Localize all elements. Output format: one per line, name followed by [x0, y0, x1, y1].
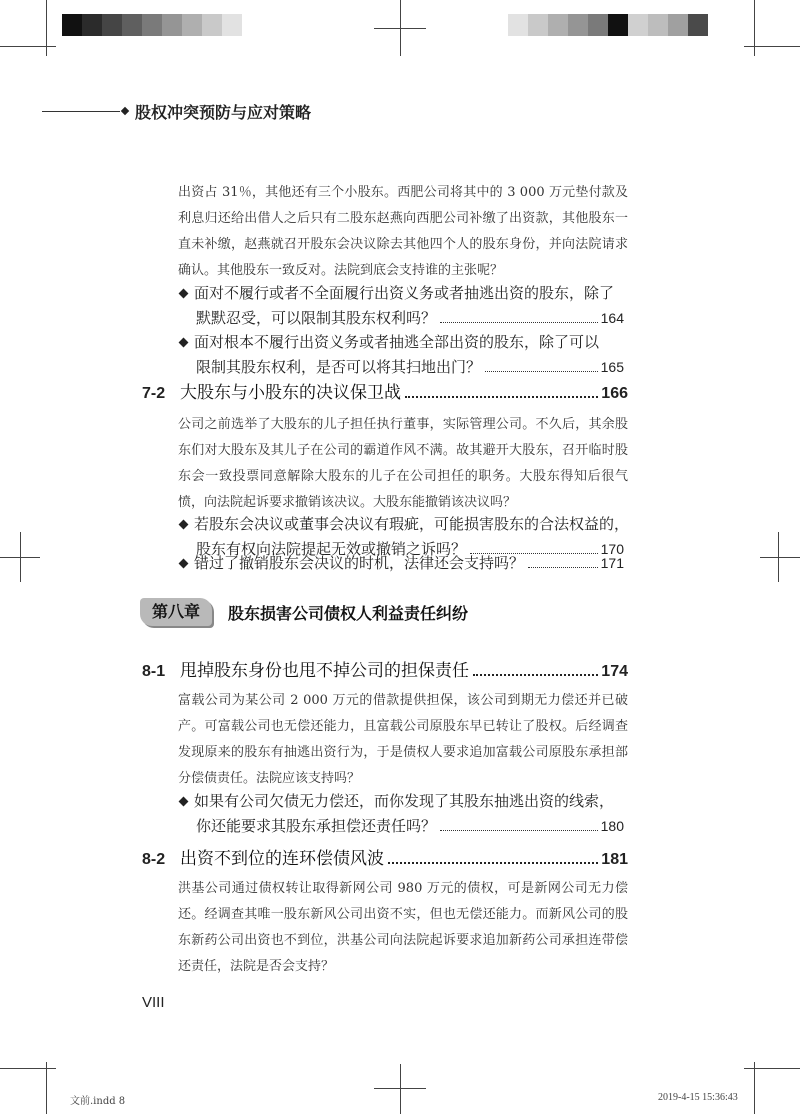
section-number: 8-1: [142, 663, 166, 680]
color-swatch: [182, 14, 202, 36]
color-bar-right: [508, 14, 708, 36]
toc-entry-7-1-b[interactable]: [180, 330, 624, 380]
slug-timestamp: 2019-4-15 15:36:43: [658, 1092, 738, 1103]
toc-page-number: 164: [600, 310, 624, 326]
chapter-badge: 第八章: [140, 598, 212, 626]
slug-filename: 文前.indd 8: [70, 1096, 126, 1107]
color-swatch: [162, 14, 182, 36]
toc-entry-text: 默默忍受，可以限制其股东权利吗？: [196, 309, 437, 327]
toc-entry-7-2-b[interactable]: [180, 551, 624, 576]
toc-page-number: 181: [601, 851, 628, 868]
case-8-2-text: 洪基公司通过债权转让取得新网公司 980 万元的债权，可是新网公司无力偿还。经调查其唯一股东新风公司出资不实，但也无偿还能力。而新风公司的股东新药公司出资也不到位，洪基公司向法院起诉要求追加新药公司承担连带偿还责任，法院是否会支持？: [178, 881, 628, 974]
case-8-1-text: 富载公司为某公司 2 000 万元的借款提供担保，该公司到期无力偿还并已破产。可富载公司也无偿还能力，且富载公司原股东早已转让了股权。后经调查发现原来的股东有抽逃出资行为，于是债权人要求追加富载公司原股东承担部分偿债责任。法院应该支持吗？: [178, 693, 628, 786]
color-swatch: [568, 14, 588, 36]
case-7-1-text: 出资占 31％，其他还有三个小股东。西肥公司将其中的 3 000 万元垫付款及利息归还给出借人之后只有二股东赵燕向西肥公司补缴了出资款，其他股东一直未补缴，赵燕就召开股东会决议除去其他四个人的股东身份，并向法院请求确认。其他股东一致反对。法院到底会支持谁的主张呢？: [178, 185, 628, 278]
toc-entry-7-1-a[interactable]: [180, 281, 624, 331]
toc-page-number: 165: [600, 359, 624, 375]
toc-section-8-2[interactable]: [142, 844, 628, 869]
color-swatch: [222, 14, 242, 36]
toc-section-7-2[interactable]: [142, 378, 628, 403]
color-swatch: [628, 14, 648, 36]
color-swatch: [688, 14, 708, 36]
color-swatch: [62, 14, 82, 36]
color-swatch: [588, 14, 608, 36]
section-number: 8-2: [142, 851, 166, 868]
toc-page-number: 171: [600, 555, 624, 571]
running-head-title: 股权冲突预防与应对策略: [135, 103, 312, 122]
toc-entry-text: 如果有公司欠债无力偿还，而你发现了其股东抽逃出资的线索，: [194, 792, 615, 810]
section-number: 7-2: [142, 385, 166, 402]
color-swatch: [548, 14, 568, 36]
page-folio: VIII: [142, 994, 165, 1011]
case-7-2-text: 公司之前选举了大股东的儿子担任执行董事，实际管理公司。不久后，其余股东们对大股东及其儿子在公司的霸道作风不满。故其避开大股东，召开临时股东会一致投票同意解除大股东的儿子在公司担任的职务。大股东得知后很气愤，向法院起诉要求撤销该决议。大股东能撤销该决议吗？: [178, 417, 628, 510]
toc-entry-text: 面对不履行或者不全面履行出资义务或者抽逃出资的股东，除了: [194, 284, 615, 302]
color-swatch: [122, 14, 142, 36]
color-swatch: [608, 14, 628, 36]
toc-page-number: 170: [600, 541, 624, 557]
color-swatch: [82, 14, 102, 36]
color-swatch: [142, 14, 162, 36]
toc-entry-text: 错过了撤销股东会决议的时机，法律还会支持吗？: [194, 554, 525, 572]
chapter-title: 股东损害公司债权人利益责任纠纷: [228, 603, 469, 623]
toc-entry-text: 股东有权向法院提起无效或撤销之诉吗？: [196, 540, 467, 558]
toc-entry-8-1-a[interactable]: [180, 789, 624, 839]
toc-section-8-1[interactable]: [142, 656, 628, 681]
color-swatch: [102, 14, 122, 36]
running-head-rule: [42, 111, 120, 112]
running-head: [42, 100, 602, 120]
toc-entry-text: 面对根本不履行出资义务或者抽逃全部出资的股东，除了可以: [194, 333, 600, 351]
section-title: 大股东与小股东的决议保卫战: [180, 383, 401, 403]
toc-page-number: 180: [600, 818, 624, 834]
toc-entry-text: 你还能要求其股东承担偿还责任吗？: [196, 817, 437, 835]
color-swatch: [508, 14, 528, 36]
section-title: 甩掉股东身份也甩不掉公司的担保责任: [180, 661, 469, 681]
color-swatch: [668, 14, 688, 36]
toc-entry-text: 若股东会决议或董事会决议有瑕疵，可能损害股东的合法权益的，: [194, 515, 630, 533]
color-bar-left: [62, 14, 242, 36]
color-swatch: [202, 14, 222, 36]
toc-chapter-8[interactable]: [140, 598, 468, 626]
toc-page-number: 174: [601, 663, 628, 680]
color-swatch: [528, 14, 548, 36]
section-title: 出资不到位的连环偿债风波: [180, 849, 384, 869]
toc-entry-text: 限制其股东权利，是否可以将其扫地出门？: [196, 358, 482, 376]
toc-page-number: 166: [601, 385, 628, 402]
running-head-diamond-icon: [121, 107, 129, 115]
color-swatch: [648, 14, 668, 36]
